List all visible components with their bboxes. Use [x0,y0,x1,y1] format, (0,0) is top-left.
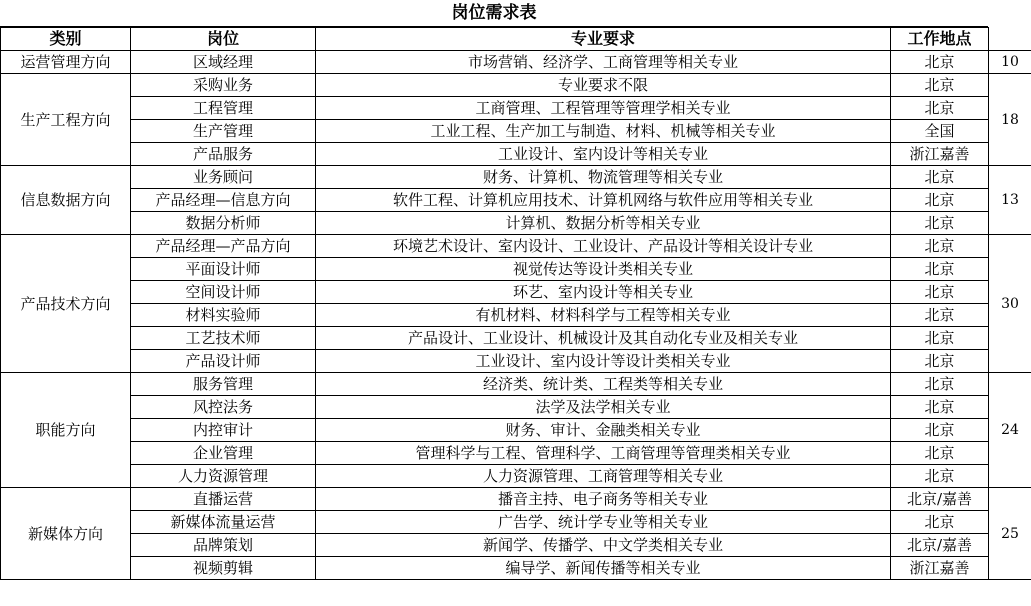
headcount-cell: 18 [989,74,1031,166]
position-cell: 生产管理 [131,120,316,143]
position-cell: 品牌策划 [131,534,316,557]
category-cell: 生产工程方向 [1,74,131,166]
headcount-cell: 25 [989,488,1031,580]
table-row [1,235,1031,258]
headcount-cell: 24 [989,373,1031,488]
location-cell: 全国 [891,120,989,143]
location-cell: 浙江嘉善 [891,143,989,166]
requirement-cell: 财务、审计、金融类相关专业 [316,419,891,442]
table-row [1,143,1031,166]
location-cell: 北京 [891,373,989,396]
requirement-cell: 环境艺术设计、室内设计、工业设计、产品设计等相关设计专业 [316,235,891,258]
location-cell: 北京 [891,511,989,534]
requirement-cell: 广告学、统计学专业等相关专业 [316,511,891,534]
table-row [1,419,1031,442]
position-cell: 平面设计师 [131,258,316,281]
location-cell: 北京 [891,51,989,74]
position-cell: 材料实验师 [131,304,316,327]
location-cell: 北京 [891,350,989,373]
requirement-cell: 人力资源管理、工商管理等相关专业 [316,465,891,488]
position-cell: 风控法务 [131,396,316,419]
position-cell: 内控审计 [131,419,316,442]
position-cell: 业务顾问 [131,166,316,189]
location-cell: 北京 [891,419,989,442]
position-cell: 工程管理 [131,97,316,120]
table-row [1,511,1031,534]
requirement-cell: 产品设计、工业设计、机械设计及其自动化专业及相关专业 [316,327,891,350]
requirement-cell: 编导学、新闻传播等相关专业 [316,557,891,580]
table-row [1,557,1031,580]
headcount-cell: 30 [989,235,1031,373]
requirement-cell: 工业工程、生产加工与制造、材料、机械等相关专业 [316,120,891,143]
location-cell: 北京 [891,304,989,327]
table-row [1,166,1031,189]
position-cell: 采购业务 [131,74,316,97]
category-cell: 产品技术方向 [1,235,131,373]
header-blank [989,28,1031,51]
requirement-cell: 工业设计、室内设计等设计类相关专业 [316,350,891,373]
position-cell: 空间设计师 [131,281,316,304]
location-cell: 北京 [891,465,989,488]
location-cell: 北京 [891,327,989,350]
table-row [1,534,1031,557]
location-cell: 北京/嘉善 [891,534,989,557]
table-title: 岗位需求表 [0,0,988,27]
requirement-cell: 经济类、统计类、工程类等相关专业 [316,373,891,396]
position-demand-table [0,27,1031,580]
location-cell: 北京 [891,189,989,212]
location-cell: 北京 [891,258,989,281]
position-cell: 直播运营 [131,488,316,511]
position-cell: 企业管理 [131,442,316,465]
requirement-cell: 市场营销、经济学、工商管理等相关专业 [316,51,891,74]
requirement-cell: 财务、计算机、物流管理等相关专业 [316,166,891,189]
position-cell: 人力资源管理 [131,465,316,488]
requirement-cell: 专业要求不限 [316,74,891,97]
location-cell: 北京 [891,74,989,97]
position-cell: 工艺技术师 [131,327,316,350]
header-category: 类别 [1,28,131,51]
header-requirement: 专业要求 [316,28,891,51]
table-row [1,212,1031,235]
table-row [1,74,1031,97]
table-row [1,442,1031,465]
table-row [1,258,1031,281]
table-row [1,350,1031,373]
position-cell: 视频剪辑 [131,557,316,580]
headcount-cell: 10 [989,51,1031,74]
requirement-cell: 播音主持、电子商务等相关专业 [316,488,891,511]
requirement-cell: 工商管理、工程管理等管理学相关专业 [316,97,891,120]
header-position: 岗位 [131,28,316,51]
requirement-cell: 法学及法学相关专业 [316,396,891,419]
position-cell: 新媒体流量运营 [131,511,316,534]
table-row [1,304,1031,327]
category-cell: 职能方向 [1,373,131,488]
requirement-cell: 环艺、室内设计等相关专业 [316,281,891,304]
location-cell: 北京 [891,281,989,304]
position-cell: 数据分析师 [131,212,316,235]
location-cell: 北京 [891,97,989,120]
table-row [1,97,1031,120]
table-row [1,51,1031,74]
table-row [1,327,1031,350]
table-row [1,120,1031,143]
requirement-cell: 工业设计、室内设计等相关专业 [316,143,891,166]
requirement-cell: 计算机、数据分析等相关专业 [316,212,891,235]
requirement-cell: 视觉传达等设计类相关专业 [316,258,891,281]
position-cell: 产品经理—信息方向 [131,189,316,212]
position-cell: 产品经理—产品方向 [131,235,316,258]
location-cell: 北京 [891,396,989,419]
requirement-cell: 有机材料、材料科学与工程等相关专业 [316,304,891,327]
location-cell: 北京 [891,166,989,189]
category-cell: 信息数据方向 [1,166,131,235]
requirement-cell: 软件工程、计算机应用技术、计算机网络与软件应用等相关专业 [316,189,891,212]
category-cell: 运营管理方向 [1,51,131,74]
location-cell: 北京 [891,442,989,465]
table-body [1,51,1031,580]
table-row [1,465,1031,488]
table-row [1,396,1031,419]
location-cell: 北京 [891,235,989,258]
requirement-cell: 新闻学、传播学、中文学类相关专业 [316,534,891,557]
table-row [1,488,1031,511]
location-cell: 北京/嘉善 [891,488,989,511]
header-row [1,28,1031,51]
table-row [1,281,1031,304]
table-row [1,373,1031,396]
location-cell: 北京 [891,212,989,235]
category-cell: 新媒体方向 [1,488,131,580]
position-cell: 服务管理 [131,373,316,396]
position-cell: 区域经理 [131,51,316,74]
requirement-cell: 管理科学与工程、管理科学、工商管理等管理类相关专业 [316,442,891,465]
table-row [1,189,1031,212]
headcount-cell: 13 [989,166,1031,235]
position-cell: 产品服务 [131,143,316,166]
header-location: 工作地点 [891,28,989,51]
location-cell: 浙江嘉善 [891,557,989,580]
position-cell: 产品设计师 [131,350,316,373]
